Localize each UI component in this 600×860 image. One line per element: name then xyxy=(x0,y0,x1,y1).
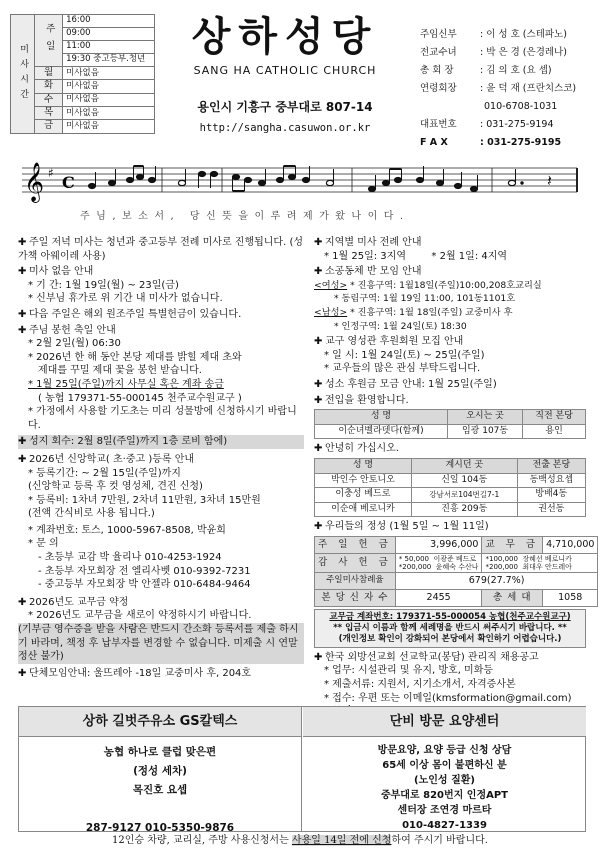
table-row xyxy=(315,536,598,553)
ad-line xyxy=(19,800,301,819)
weekday-mass: 미사없음 xyxy=(63,67,155,80)
staff-role: 전교수녀 xyxy=(420,47,457,58)
notice-line xyxy=(314,306,586,320)
ad-title: 단비 방문 요양센터 xyxy=(303,707,586,737)
notice-title: 미사 없음 안내 xyxy=(29,266,94,278)
church-name-en: SANG HA CATHOLIC CHURCH xyxy=(193,64,377,77)
table-cell: 4,710,000 xyxy=(543,536,598,553)
footer-text: 하여 주시기 바랍니다. xyxy=(391,835,488,846)
sunday-label: 주일 xyxy=(35,15,63,67)
cross-icon: ✚ xyxy=(314,378,323,390)
contact-line: - 초등부 교감 박 율리나 010-4253-1924 xyxy=(38,552,222,564)
women-line: * 진흥구역: 1월18일(주일)10:00,208호교리실 xyxy=(347,279,542,291)
notice-small-community xyxy=(314,265,586,333)
notice-line: * 접수: 우편 또는 이메일(kmsformation@gmail.com) xyxy=(324,692,572,704)
table-header: 계시던 곳 xyxy=(411,458,517,473)
notice-group-meeting xyxy=(18,667,304,681)
table-label: 총 세 대 xyxy=(482,589,543,606)
footer-highlight: 사용일 14일 전에 신청 xyxy=(291,835,392,846)
ad-line: 중부대로 820번지 인정APT xyxy=(380,790,508,801)
table-row xyxy=(315,589,598,606)
staff-row xyxy=(420,80,595,98)
notice-line: (신앙학교 등록 후 컷 영성체, 견진 신청) xyxy=(28,481,203,493)
table-cell: *100,000 장혜선 베로니카 *200,000 최대우 안드레아 xyxy=(482,553,598,572)
sunday-time: 11:00 xyxy=(63,41,155,54)
weekday-mass: 미사없음 xyxy=(63,120,155,133)
table-cell: 1058 xyxy=(543,589,598,606)
table-header: 전출 본당 xyxy=(517,458,585,473)
offering-table xyxy=(314,536,598,607)
weekday-label: 수 xyxy=(35,93,63,106)
notice-title: 지역별 미사 전례 안내 xyxy=(325,237,422,248)
notice-line: * 가정에서 사용할 기도초는 미리 성물방에 신청하시기 바랍니다. xyxy=(28,406,297,431)
notice-text: 성소 후원금 모금 안내: 1월 25일(주일) xyxy=(325,378,497,390)
notice-text: 단체모임안내: 울뜨레아 -18일 교중미사 후, 204호 xyxy=(29,667,252,679)
contact-line: - 중고등부 자모회장 박 안젤라 010-6484-9464 xyxy=(38,579,251,591)
cross-icon: ✚ xyxy=(18,308,27,320)
notice-youth-mass xyxy=(18,236,304,263)
notice-title: 한국 외방선교회 선교학교(봉담) 관리직 채용공고 xyxy=(325,651,539,663)
cross-icon: ✚ xyxy=(18,453,27,465)
left-column xyxy=(18,236,304,682)
cross-icon: ✚ xyxy=(18,324,27,336)
table-header: 성 명 xyxy=(315,458,412,473)
account-line: (개인정보 확인이 강화되어 본당에서 확인하기 어렵습니다.) xyxy=(338,633,562,644)
men-label: <남성> xyxy=(314,306,348,318)
cross-icon: ✚ xyxy=(314,237,323,248)
weekday-label: 금 xyxy=(35,120,63,133)
footer-text: 12인승 차량, 교리실, 주방 사용신청서는 xyxy=(112,835,292,846)
notice-title: 우리들의 정성 (1월 5일 ~ 1월 11일) xyxy=(325,521,489,533)
table-cell: * 50,000 이광준 베드로 *200,000 윤혜숙 수산나 xyxy=(395,553,482,572)
notice-line: * 제출서류: 지원서, 지기소개서, 자격증사본 xyxy=(324,679,516,691)
staff-name: : 윤 덕 재 (프란치스코) xyxy=(480,83,577,94)
table-cell: 임광 107동 xyxy=(447,424,522,439)
notice-title: 주님 봉헌 축일 안내 xyxy=(29,324,116,336)
table-label: 교 무 금 xyxy=(482,536,543,553)
notice-line: * 2026년도 교무금을 새로이 약정하시기 바랍니다. xyxy=(28,610,252,622)
account-line: 교무금 계좌번호: 179371-55-000054 농협(천주교수원교구) xyxy=(329,611,571,622)
staff-row xyxy=(420,116,595,134)
transfer-out-table xyxy=(314,458,586,517)
table-row xyxy=(315,553,598,572)
notice-text: 다음 주일은 해외 원조주일 특별헌금이 있습니다. xyxy=(29,308,242,320)
account-notice xyxy=(314,609,586,648)
church-name-kr: 상하성당 xyxy=(191,14,379,60)
right-column xyxy=(314,236,595,721)
notice-line: 제대를 꾸밀 제대 꽃을 봉헌 받습니다. xyxy=(38,365,202,377)
notice-account: ( 농협 179371-55-000145 천주교수원교구 ) xyxy=(38,392,242,404)
cross-icon: ✚ xyxy=(18,237,27,248)
church-url[interactable]: http://sangha.casuwon.or.kr xyxy=(199,121,371,134)
women-label: <여성> xyxy=(314,279,348,291)
staff-role: 총 회 장 xyxy=(420,65,454,76)
staff-name: : 김 의 호 (요 셉) xyxy=(480,65,552,76)
notice-title: 소공동체 반 모임 안내 xyxy=(325,266,422,278)
table-row xyxy=(315,572,598,589)
cross-icon: ✚ xyxy=(18,596,27,608)
footer-note xyxy=(0,834,600,847)
ad-gas-station xyxy=(19,707,302,834)
staff-list xyxy=(420,26,595,152)
table-header: 직전 본당 xyxy=(523,410,586,425)
table-cell: 권선동 xyxy=(517,502,585,517)
ad-line: 65세 이상 몸이 불편하신 분 xyxy=(382,760,507,771)
table-cell: 신일 104동 xyxy=(411,473,517,488)
staff-row xyxy=(420,44,595,62)
ad-body xyxy=(303,737,586,833)
staff-role: 주임신부 xyxy=(420,29,457,40)
table-cell: 강남서로104번길7-1 xyxy=(411,488,517,503)
notice-offerings xyxy=(314,520,595,648)
mass-schedule-table xyxy=(10,14,155,134)
notice-highlight: (기부금 영수증을 받을 사람은 반드시 간소화 등록서를 제출 하시기 바라며, 책정 후 납부자를 변경할 수 없습니다. 미제출 시 연말정산 불가) xyxy=(18,623,304,664)
notice-line: * 일 시: 1월 24일(토) ~ 25일(주일) xyxy=(324,349,485,361)
weekday-label: 화 xyxy=(35,80,63,93)
staff-name: : 031-275-9195 xyxy=(480,137,562,148)
notice-pledge xyxy=(18,596,304,664)
staff-name: : 이 성 호 (스테파노) xyxy=(480,29,567,40)
cross-icon: ✚ xyxy=(18,266,27,278)
notice-line: * 등록기간: ~ 2월 15일(주일)까지 xyxy=(28,467,181,479)
notice-text: 주일 저녁 미사는 청년과 중고등부 전례 미사로 진행됩니다. (성가책 아웨이레 사용) xyxy=(18,237,304,262)
table-cell: 동백성요셉 xyxy=(517,473,585,488)
notice-vocation-fund xyxy=(314,378,586,392)
svg-text:C: C xyxy=(62,173,75,192)
weekday-mass: 미사없음 xyxy=(63,107,155,120)
notice-line: * 업무: 시설관리 및 유지, 방호, 미화등 xyxy=(324,665,494,677)
cross-icon: ✚ xyxy=(18,667,27,679)
notice-line: * 계좌번호: 토스, 1000-5967-8508, 박윤희 xyxy=(28,524,226,536)
transfer-in-table xyxy=(314,409,586,439)
notice-line: * 등록비: 1차녀 7만원, 2차녀 11만원, 3차녀 15만원 xyxy=(28,494,261,506)
table-header: 오시는 곳 xyxy=(447,410,522,425)
notice-line: * 동림구역: 1월 19일 11:00, 101동1101호 xyxy=(334,293,516,305)
staff-role: 연령회장 xyxy=(420,83,457,94)
cross-icon: ✚ xyxy=(314,651,323,663)
notice-title: 교구 영성관 후원회원 모집 안내 xyxy=(325,336,464,348)
staff-row xyxy=(420,134,595,152)
ad-body xyxy=(19,737,301,838)
notice-title: 안녕히 가십시오. xyxy=(325,443,399,455)
ad-line: 목진호 요셉 xyxy=(132,784,188,796)
table-label: 주일미사참례율 xyxy=(315,572,396,589)
notice-line: * 2월 2일(월) 06:30 xyxy=(28,338,121,350)
cross-icon: ✚ xyxy=(18,436,27,448)
sunday-time: 16:00 xyxy=(63,15,155,28)
table-cell: 이순녀벨라뎃다(함께) xyxy=(315,424,448,439)
notice-title: 2026년 신앙학교( 초·중고 )등록 안내 xyxy=(29,453,195,465)
ad-care-center xyxy=(303,707,586,831)
table-cell: 이충성 베드로 xyxy=(315,488,412,503)
ad-line: 방문요양, 요양 등급 신청 상담 xyxy=(377,745,512,756)
table-label: 주 일 헌 금 xyxy=(315,536,396,553)
notice-line: * 2026년 한 해 동안 본당 제대를 밝힐 제대 초와 xyxy=(28,351,242,363)
ad-line: (정성 세차) xyxy=(133,765,187,777)
table-cell: 방배4동 xyxy=(517,488,585,503)
ad-title: 상하 길벗주유소 GS칼텍스 xyxy=(19,707,301,737)
table-cell: 2455 xyxy=(395,589,482,606)
table-header: 성 명 xyxy=(315,410,448,425)
notice-title: 전입을 환영합니다. xyxy=(325,394,409,406)
staff-role: F A X xyxy=(420,137,448,148)
notice-deadline: * 1월 25일(주일)까지 사무실 혹은 계좌 송금 xyxy=(28,378,224,390)
notice-no-mass xyxy=(18,265,304,306)
table-label: 본 당 신 자 수 xyxy=(315,589,396,606)
ad-line: 센터장 조연경 마르타 xyxy=(397,805,492,816)
sunday-time: 09:00 xyxy=(63,28,155,41)
notice-mission-sunday xyxy=(18,308,304,322)
table-row xyxy=(315,502,586,517)
staff-role: 대표번호 xyxy=(420,119,457,130)
notice-regional-mass xyxy=(314,236,586,263)
notice-welcome xyxy=(314,394,586,440)
sunday-time: 19:30 중고등부.청년 xyxy=(63,54,155,67)
table-cell: 진흥 209동 xyxy=(411,502,517,517)
cross-icon: ✚ xyxy=(314,266,323,278)
advertisement-box xyxy=(18,706,586,832)
notice-line: * 문 의 xyxy=(28,538,59,550)
notice-line: * 기 간: 1월 19일(월) ~ 23일(금) xyxy=(28,279,179,291)
table-cell: 3,996,000 xyxy=(395,536,482,553)
church-address: 용인시 기흥구 중부대로 807-14 xyxy=(197,100,373,115)
men-line: * 진흥구역: 1월 18일(주일) 교중미사 후 xyxy=(347,306,513,318)
ad-phone: 287-9127 010-5350-9876 xyxy=(85,822,235,834)
ad-line: 농협 하나로 클럽 맞은편 xyxy=(103,746,217,758)
svg-text:𝄽: 𝄽 xyxy=(547,171,552,190)
table-cell: 이순애 베로니카 xyxy=(315,502,412,517)
cross-icon: ✚ xyxy=(314,443,323,455)
weekday-label: 월 xyxy=(35,67,63,80)
notice-line: * 신부님 휴가로 위 기간 내 미사가 없습니다. xyxy=(28,293,223,305)
cross-icon: ✚ xyxy=(314,336,323,348)
church-logo-block xyxy=(160,14,410,136)
notice-title: 2026년도 교무금 약정 xyxy=(29,596,129,608)
notice-farewell xyxy=(314,442,586,517)
notice-text: 성지 회수: 2월 8일(주일)까지 1층 로비 함에) xyxy=(29,436,228,448)
table-row xyxy=(315,488,586,503)
table-cell: 용인 xyxy=(523,424,586,439)
svg-text:♯: ♯ xyxy=(48,166,54,180)
notice-line: * 1월 25일: 3지역 * 2월 1일: 4지역 xyxy=(324,250,508,262)
treble-clef-icon: 𝄞 xyxy=(24,162,45,202)
notice-line xyxy=(314,279,586,293)
staff-name: : 031-275-9194 xyxy=(480,119,554,130)
music-lyrics: 주님,보소서, 당신뜻을이루려제가왔나이다. xyxy=(80,211,410,222)
table-row xyxy=(315,424,586,439)
staff-row xyxy=(420,62,595,80)
notice-line: * 교우들의 많은 관심 부탁드립니다. xyxy=(324,363,481,375)
staff-row xyxy=(420,26,595,44)
account-line: ** 입금시 이름과 함께 세례명을 반드시 써주시기 바랍니다. ** xyxy=(333,622,567,633)
ad-phone: 010-4827-1339 xyxy=(402,820,487,831)
cross-icon: ✚ xyxy=(314,394,323,406)
notice-palm-return xyxy=(18,435,304,449)
staff-name: : 박 은 경 (은경레나) xyxy=(480,47,567,58)
weekday-label: 목 xyxy=(35,107,63,120)
notice-line: (전액 간식비로 사용 됩니다.) xyxy=(28,508,155,520)
table-cell: 679(27.7%) xyxy=(395,572,598,589)
notice-faith-school xyxy=(18,453,304,592)
contact-line: - 초등부 자모회장 전 엘리사벳 010-9392-7231 xyxy=(38,565,251,577)
notice-presentation-feast xyxy=(18,324,304,433)
table-cell: 박인수 안토니오 xyxy=(315,473,412,488)
table-row xyxy=(315,473,586,488)
weekday-mass: 미사없음 xyxy=(63,80,155,93)
table-label: 감 사 헌 금 xyxy=(315,553,396,572)
ad-line: (노인성 질환) xyxy=(414,775,475,786)
music-staff xyxy=(22,160,582,205)
notice-line: * 인정구역: 1월 24일(토) 18:30 xyxy=(334,320,467,332)
staff-phone: 010-6708-1031 xyxy=(484,101,558,112)
weekday-mass: 미사없음 xyxy=(63,93,155,106)
notice-spirituality-center xyxy=(314,335,586,376)
cross-icon: ✚ xyxy=(314,521,323,533)
mass-time-label: 미사시간 xyxy=(11,15,35,134)
